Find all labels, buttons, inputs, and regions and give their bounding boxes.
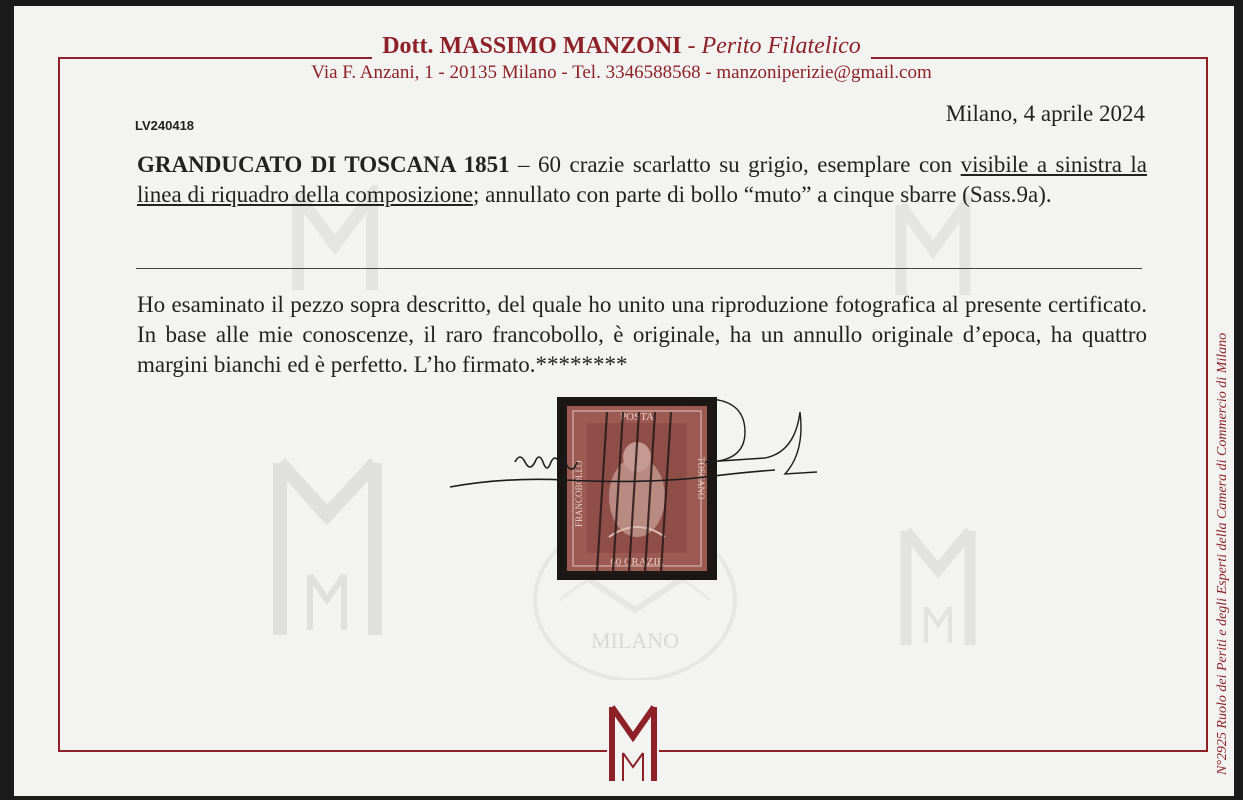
certificate-date: Milano, 4 aprile 2024 — [945, 101, 1145, 126]
stamp-description — [137, 150, 1147, 210]
expert-name: Dott. MASSIMO MANZONI — [382, 33, 682, 59]
stamp-top-text: POSTA — [620, 411, 654, 423]
description-part-1: – 60 crazie scarlatto su grigio, esemplare con — [509, 152, 961, 177]
description-underlined: visibile a sinistra la linea di riquadro della composizione — [137, 152, 1147, 207]
expert-title: Perito Filatelico — [701, 33, 861, 59]
expert-address: Via F. Anzani, 1 - 20135 Milano - Tel. 3346588568 - manzoniperizie@gmail.com — [301, 61, 942, 85]
divider-line — [136, 268, 1142, 269]
registry-note: N°2925 Ruolo dei Periti e degli Esperti della Camera di Commercio di Milano — [1215, 332, 1230, 775]
header-separator: - — [681, 33, 702, 59]
certificate-header — [0, 32, 1243, 85]
stamp-right-text: TOSCANO — [696, 457, 706, 500]
description-heading: GRANDUCATO DI TOSCANA 1851 — [137, 152, 510, 177]
stamp-left-text: FRANCOBOLLO — [574, 460, 584, 527]
certificate-code: LV240418 — [135, 118, 195, 133]
expert-name-line — [372, 32, 871, 60]
seal-text: MILANO — [591, 628, 679, 653]
expert-signature — [445, 392, 825, 502]
description-part-2: ; annullato con parte di bollo “muto” a cinque sbarre (Sass.9a). — [472, 182, 1052, 207]
stamp-bottom-text: 60 CRAZIE — [610, 556, 664, 568]
mm-logo — [607, 703, 659, 785]
expert-statement: Ho esaminato il pezzo sopra descritto, del quale ho unito una riproduzione fotografica al presente certificato. In base alle mie conoscenze, il raro francobollo, è originale, ha un annullo originale d’epoca, ha quattro margini bianchi ed è perfetto. L’ho firmato.******** — [137, 292, 1147, 377]
